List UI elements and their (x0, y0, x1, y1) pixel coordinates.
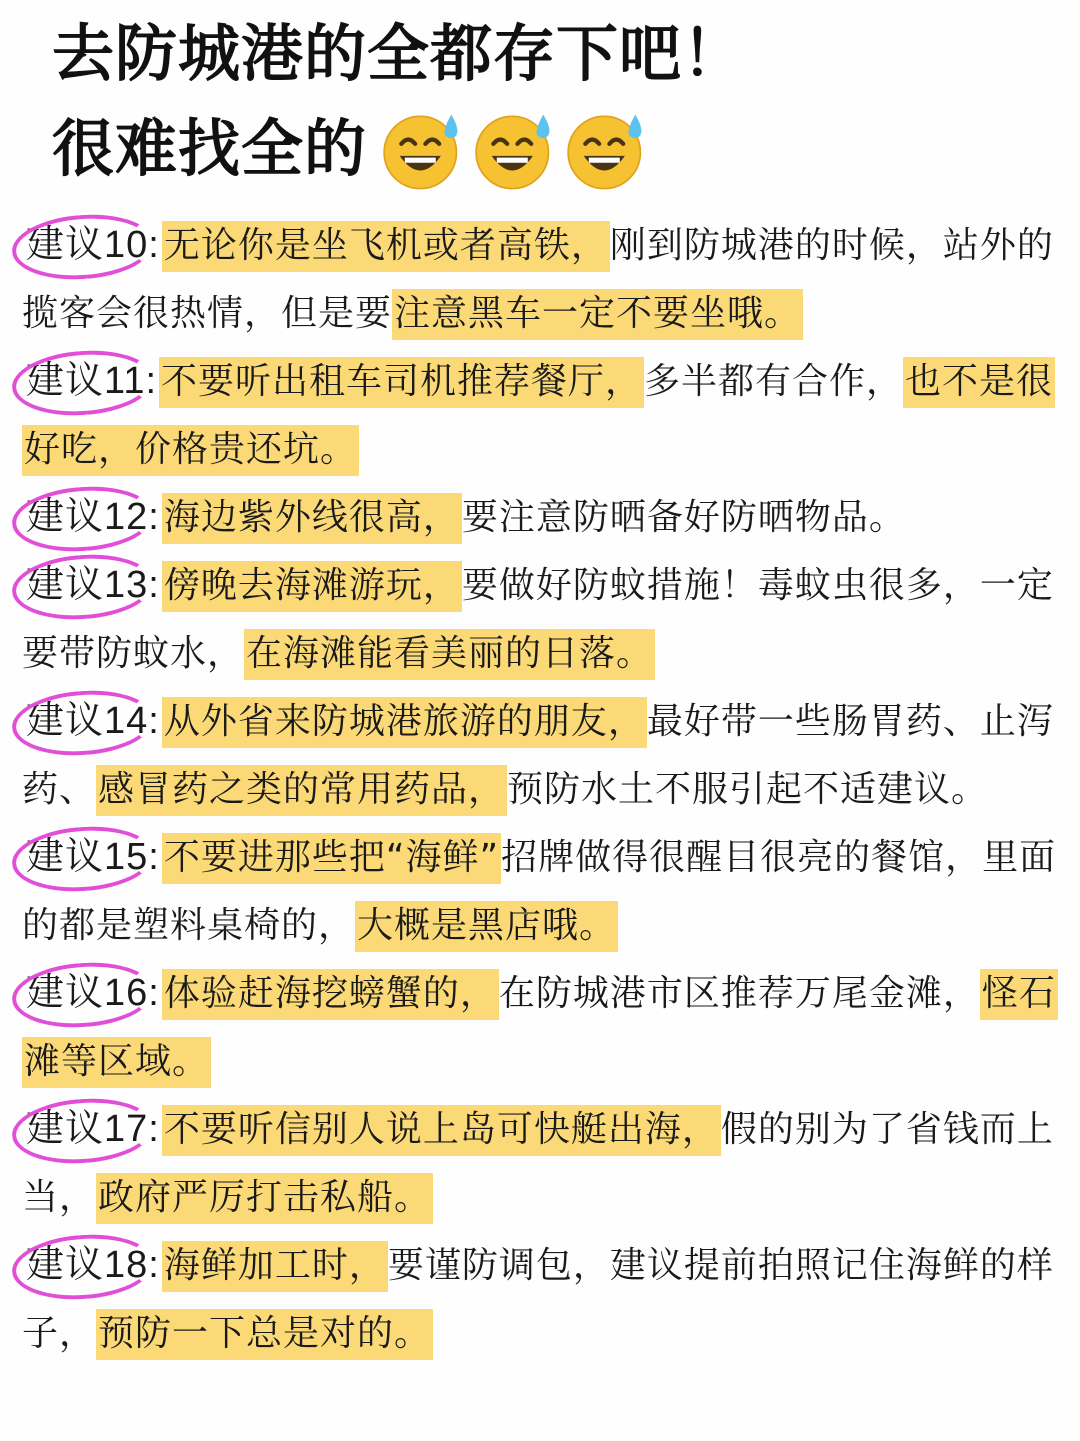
tip-highlight: 政府严厉打击私船。 (96, 1173, 433, 1224)
tip-highlight: 傍晚去海滩游玩， (162, 561, 462, 612)
title-line-2: 很难找全的 (52, 112, 368, 185)
tip-text: 要注意防晒备好防晒物品。 (461, 497, 906, 538)
tip-text: 要做好防蚊措施！毒蚊虫很多，一定要带防蚊水， (22, 565, 1054, 674)
tip-highlight: 不要听出租车司机推荐餐厅， (159, 357, 644, 408)
tip-highlight: 在海滩能看美丽的日落。 (244, 629, 655, 680)
tip-label: 建议15: (22, 831, 162, 883)
tip-13 (22, 552, 1062, 688)
tip-highlight: 大概是黑店哦。 (355, 901, 618, 952)
tip-text: 在防城港市区推荐万尾金滩， (498, 973, 980, 1014)
tip-text: 假的别为了省钱而上当， (22, 1109, 1054, 1218)
tip-label: 建议10: (22, 219, 162, 271)
title-block (52, 14, 1052, 192)
tip-text: 最好带一些肠胃药、止泻药、 (22, 701, 1054, 810)
tip-text: 预防水土不服引起不适建议。 (507, 769, 989, 810)
tip-label: 建议13: (22, 559, 162, 611)
sweat-smile-emoji-icon (379, 106, 465, 192)
tip-text: 招牌做得很醒目很亮的餐馆，里面的都是塑料桌椅的， (22, 837, 1057, 946)
tip-text: 要谨防调包，建议提前拍照记住海鲜的样子， (22, 1245, 1054, 1354)
tip-highlight: 预防一下总是对的。 (96, 1309, 433, 1360)
tip-label: 建议16: (22, 967, 162, 1019)
sweat-smile-emoji-icon (471, 106, 557, 192)
tip-text: 刚到防城港的时候，站外的揽客会很热情，但是要 (22, 225, 1054, 334)
tip-highlight: 感冒药之类的常用药品， (96, 765, 507, 816)
tip-highlight: 从外省来防城港旅游的朋友， (162, 697, 647, 748)
tip-highlight: 不要听信别人说上岛可快艇出海， (162, 1105, 721, 1156)
tip-highlight: 也不是很好吃，价格贵还坑。 (22, 357, 1055, 476)
tip-label: 建议14: (22, 695, 162, 747)
tip-15 (22, 824, 1062, 960)
tip-16 (22, 960, 1062, 1096)
tip-text: 多半都有合作， (644, 361, 904, 402)
tip-highlight: 海边紫外线很高， (162, 493, 462, 544)
tip-highlight: 怪石滩等区域。 (22, 969, 1058, 1088)
tip-label: 建议11: (22, 355, 159, 407)
tip-14 (22, 688, 1062, 824)
tip-12 (22, 484, 1062, 552)
tip-10 (22, 212, 1062, 348)
tip-label: 建议12: (22, 491, 162, 543)
tip-highlight: 注意黑车一定不要坐哦。 (392, 289, 803, 340)
sweat-smile-emoji-icon (563, 106, 649, 192)
tip-11 (22, 348, 1062, 484)
title-line-2-row (52, 106, 1052, 192)
tip-highlight: 无论你是坐飞机或者高铁， (162, 221, 610, 272)
emoji-row (379, 106, 655, 192)
tip-highlight: 不要进那些把“海鲜” (162, 833, 501, 884)
tip-highlight: 体验赶海挖螃蟹的， (162, 969, 499, 1020)
tip-label: 建议17: (22, 1103, 162, 1155)
tip-17 (22, 1096, 1062, 1232)
tip-highlight: 海鲜加工时， (162, 1241, 388, 1292)
tip-18 (22, 1232, 1062, 1368)
tips-list (22, 212, 1062, 1368)
tip-label: 建议18: (22, 1239, 162, 1291)
title-line-1: 去防城港的全都存下吧！ (52, 17, 746, 90)
